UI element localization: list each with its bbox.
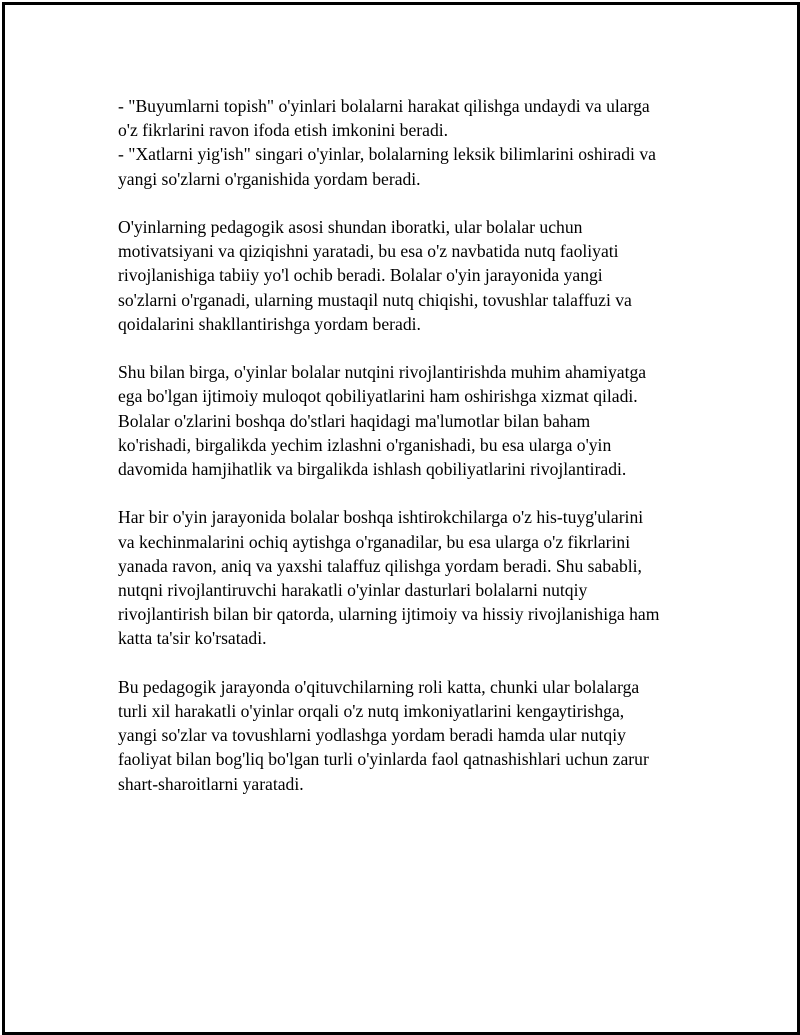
paragraph-4 (118, 505, 703, 650)
text-line: Bu pedagogik jarayonda o'qituvchilarning roli katta, chunki ular bolalarga (118, 676, 640, 697)
text-line: yanada ravon, aniq va yaxshi talaffuz qilishga yordam beradi. Shu sababli, (118, 555, 642, 576)
text-line: va kechinmalarini ochiq aytishga o'rganadilar, bu esa ularga o'z fikrlarini (118, 531, 631, 552)
paragraph-spacer (118, 481, 703, 505)
text-line: ega bo'lgan ijtimoiy muloqot qobiliyatlarini ham oshirishga xizmat qiladi. (118, 386, 638, 407)
paragraph-spacer (118, 336, 703, 360)
text-line: turli xil harakatli o'yinlar orqali o'z nutq imkoniyatlarini kengaytirishga, (118, 701, 625, 722)
text-line: yangi so'zlarni o'rganishida yordam beradi. (118, 168, 421, 189)
text-line: rivojlanishiga tabiiy yo'l ochib beradi. Bolalar o'yin jarayonida yangi (118, 265, 603, 286)
text-line: rivojlantirish bilan bir qatorda, ularning ijtimoiy va hissiy rivojlanishiga ham (118, 604, 660, 625)
paragraph-1 (118, 94, 703, 191)
document-body (118, 94, 703, 796)
text-line: Har bir o'yin jarayonida bolalar boshqa ishtirokchilarga o'z his-tuyg'ularini (118, 507, 644, 528)
text-line: so'zlarni o'rganadi, ularning mustaqil nutq chiqishi, tovushlar talaffuzi va (118, 289, 632, 310)
text-line: qoidalarini shakllantirishga yordam beradi. (118, 313, 421, 334)
text-line: yangi so'zlar va tovushlarni yodlashga yordam beradi hamda ular nutqiy (118, 725, 626, 746)
text-line: nutqni rivojlantiruvchi harakatli o'yinlar dasturlari bolalarni nutqiy (118, 580, 588, 601)
text-line: Bolalar o'zlarini boshqa do'stlari haqidagi ma'lumotlar bilan baham (118, 410, 591, 431)
text-line: o'z fikrlarini ravon ifoda etish imkonini beradi. (118, 120, 449, 141)
text-line: - "Xatlarni yig'ish" singari o'yinlar, bolalarning leksik bilimlarini oshiradi va (118, 144, 656, 165)
paragraph-spacer (118, 651, 703, 675)
text-line: O'yinlarning pedagogik asosi shundan iboratki, ular bolalar uchun (118, 217, 583, 237)
paragraph-5 (118, 675, 703, 796)
paragraph-spacer (118, 191, 703, 215)
text-line: shart-sharoitlarni yaratadi. (118, 773, 304, 794)
text-line: - "Buyumlarni topish" o'yinlari bolalarni harakat qilishga undaydi va ularga (118, 96, 650, 116)
text-line: ko'rishadi, birgalikda yechim izlashni o'rganishadi, bu esa ularga o'yin (118, 434, 612, 455)
text-line: katta ta'sir ko'rsatadi. (118, 628, 267, 649)
text-line: Shu bilan birga, o'yinlar bolalar nutqini rivojlantirishda muhim ahamiyatga (118, 362, 647, 383)
paragraph-2 (118, 215, 703, 336)
text-line: motivatsiyani va qiziqishni yaratadi, bu esa o'z navbatida nutq faoliyati (118, 241, 619, 262)
text-line: davomida hamjihatlik va birgalikda ishlash qobiliyatlarini rivojlantiradi. (118, 459, 627, 480)
paragraph-3 (118, 360, 703, 481)
text-line: faoliyat bilan bog'liq bo'lgan turli o'yinlarda faol qatnashishlari uchun zarur (118, 749, 649, 770)
